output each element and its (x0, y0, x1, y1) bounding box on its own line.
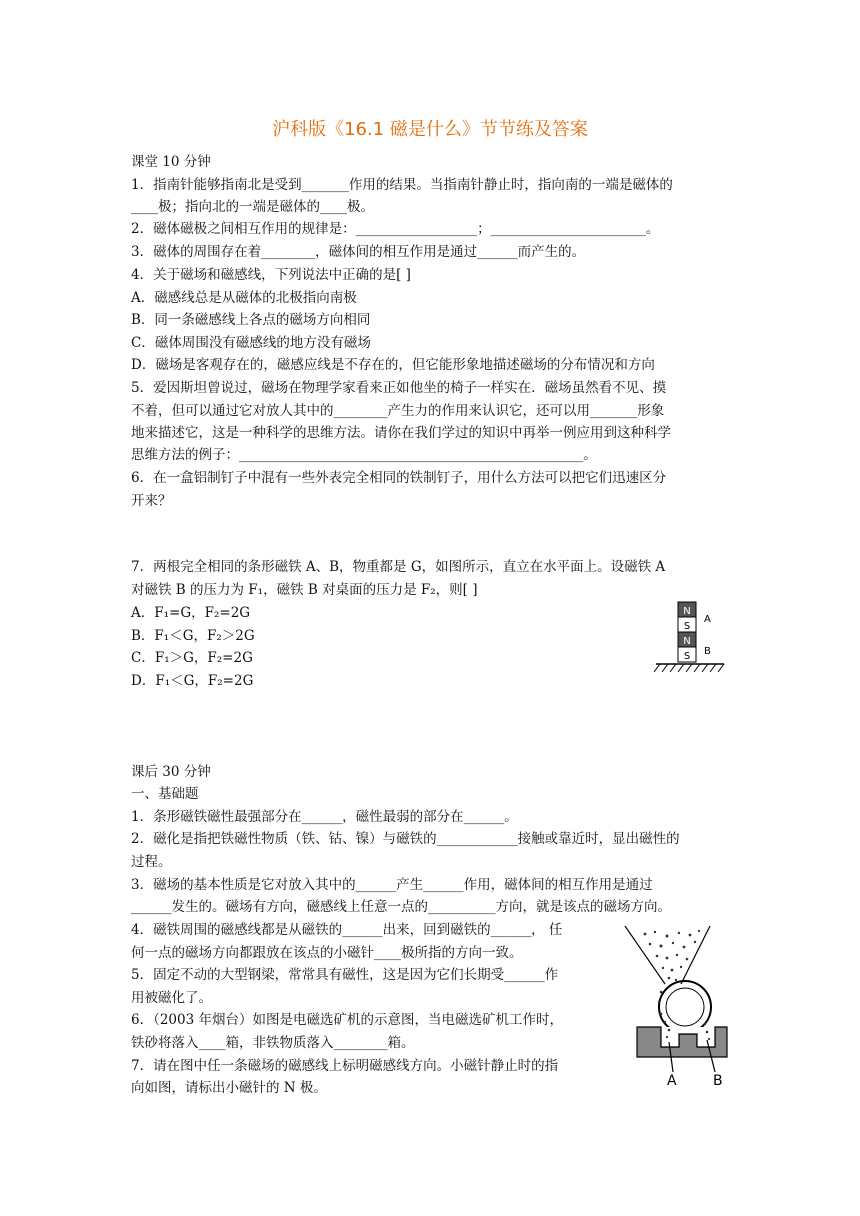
ore-separator-figure (615, 922, 740, 1092)
text-line: 1．指南针能够指南北是受到_______作用的结果。当指南针静止时，指向南的一端是磁体的 (131, 177, 673, 193)
stacked-magnets-figure (652, 598, 732, 678)
text-line: 2．磁化是指把铁磁性物质（铁、钴、镍）与磁铁的____________接触或靠近时，显出磁性的 (131, 831, 680, 847)
text-line: 5．固定不动的大型钢梁，常常具有磁性，这是因为它们长期受______作 (131, 967, 559, 983)
magnet-n-label: N (683, 606, 691, 617)
text-line: 3．磁场的基本性质是它对放入其中的______产生______作用，磁体间的相互作用是通过 (131, 877, 653, 893)
option-line: B．同一条磁感线上各点的磁场方向相同 (131, 312, 371, 328)
bin-b-label: B (713, 1073, 723, 1089)
text-line: 7．请在图中任一条磁场的磁感线上标明磁感线方向。小磁针静止时的指 (131, 1058, 559, 1074)
text-line: 4．关于磁场和磁感线，下列说法中正确的是[ ] (131, 267, 411, 283)
option-line: C．F₁＞G，F₂=2G (131, 650, 253, 666)
text-line: 对磁铁 B 的压力为 F₁，磁铁 B 对桌面的压力是 F₂，则[ ] (131, 582, 478, 598)
subsection-heading: 一、基础题 (131, 786, 199, 802)
option-line: C．磁体周围没有磁感线的地方没有磁场 (131, 335, 371, 351)
section-heading-homework: 课后 30 分钟 (131, 764, 211, 780)
text-line: 2．磁体磁极之间相互作用的规律是：__________________；_______________________。 (131, 221, 660, 237)
magnet-s-label: S (683, 621, 691, 632)
magnet-n-label: N (683, 636, 691, 647)
magnet-a-label: A (704, 614, 711, 625)
option-line: A．磁感线总是从磁体的北极指向南极 (131, 290, 357, 306)
text-line: 何一点的磁场方向都跟放在该点的小磁针____极所指的方向一致。 (131, 945, 523, 961)
option-line: D．磁场是客观存在的，磁感应线是不存在的，但它能形象地描述磁场的分布情况和方向 (131, 357, 655, 373)
text-line: 4．磁铁周围的磁感线都是从磁铁的______出来，回到磁铁的______， 任 (131, 922, 563, 938)
option-line: D．F₁＜G，F₂=2G (131, 673, 254, 689)
text-line: ______发生的。磁场有方向，磁感线上任意一点的__________方向，就是该点的磁场方向。 (131, 899, 671, 915)
magnet-s-label: S (683, 651, 691, 662)
section-heading-class: 课堂 10 分钟 (131, 154, 211, 170)
magnet-b-label: B (704, 646, 711, 657)
text-line: 过程。 (131, 854, 172, 870)
text-line: 6．在一盒铝制钉子中混有一些外表完全相同的铁制钉子，用什么方法可以把它们迅速区分 (131, 470, 667, 486)
option-line: B．F₁＜G，F₂＞2G (131, 628, 255, 644)
text-line: 用被磁化了。 (131, 990, 212, 1006)
text-line: 思维方法的例子：___________________________________________________。 (131, 447, 597, 463)
text-line: 1．条形磁铁磁性最强部分在______，磁性最弱的部分在______。 (131, 809, 518, 825)
text-line: 3．磁体的周围存在着________，磁体间的相互作用是通过______而产生的。 (131, 244, 586, 260)
text-line: 6．（2003 年烟台）如图是电磁选矿机的示意图，当电磁选矿机工作时， (131, 1012, 563, 1028)
bin-a-label: A (667, 1073, 677, 1089)
text-line: 5．爱因斯坦曾说过，磁场在物理学家看来正如他坐的椅子一样实在．磁场虽然看不见、摸 (131, 380, 667, 396)
text-line: 开来？ (131, 493, 172, 509)
text-line: 7．两根完全相同的条形磁铁 A、B，物重都是 G，如图所示，直立在水平面上。设磁铁 A (131, 559, 666, 575)
text-line: 向如图，请标出小磁针的 N 极。 (131, 1080, 327, 1096)
text-line: 不着，但可以通过它对放人其中的________产生力的作用来认识它，还可以用_______形象 (131, 403, 665, 419)
text-line: ____极；指向北的一端是磁体的____极。 (131, 199, 374, 215)
text-line: 地来描述它，这是一种科学的思维方法。请你在我们学过的知识中再举一例应用到这种科学 (131, 425, 671, 441)
page-title: 沪科版《16.1 磁是什么》节节练及答案 (272, 119, 588, 140)
text-line: 铁砂将落入____箱，非铁物质落入________箱。 (131, 1035, 415, 1051)
option-line: A．F₁=G，F₂=2G (131, 605, 251, 621)
